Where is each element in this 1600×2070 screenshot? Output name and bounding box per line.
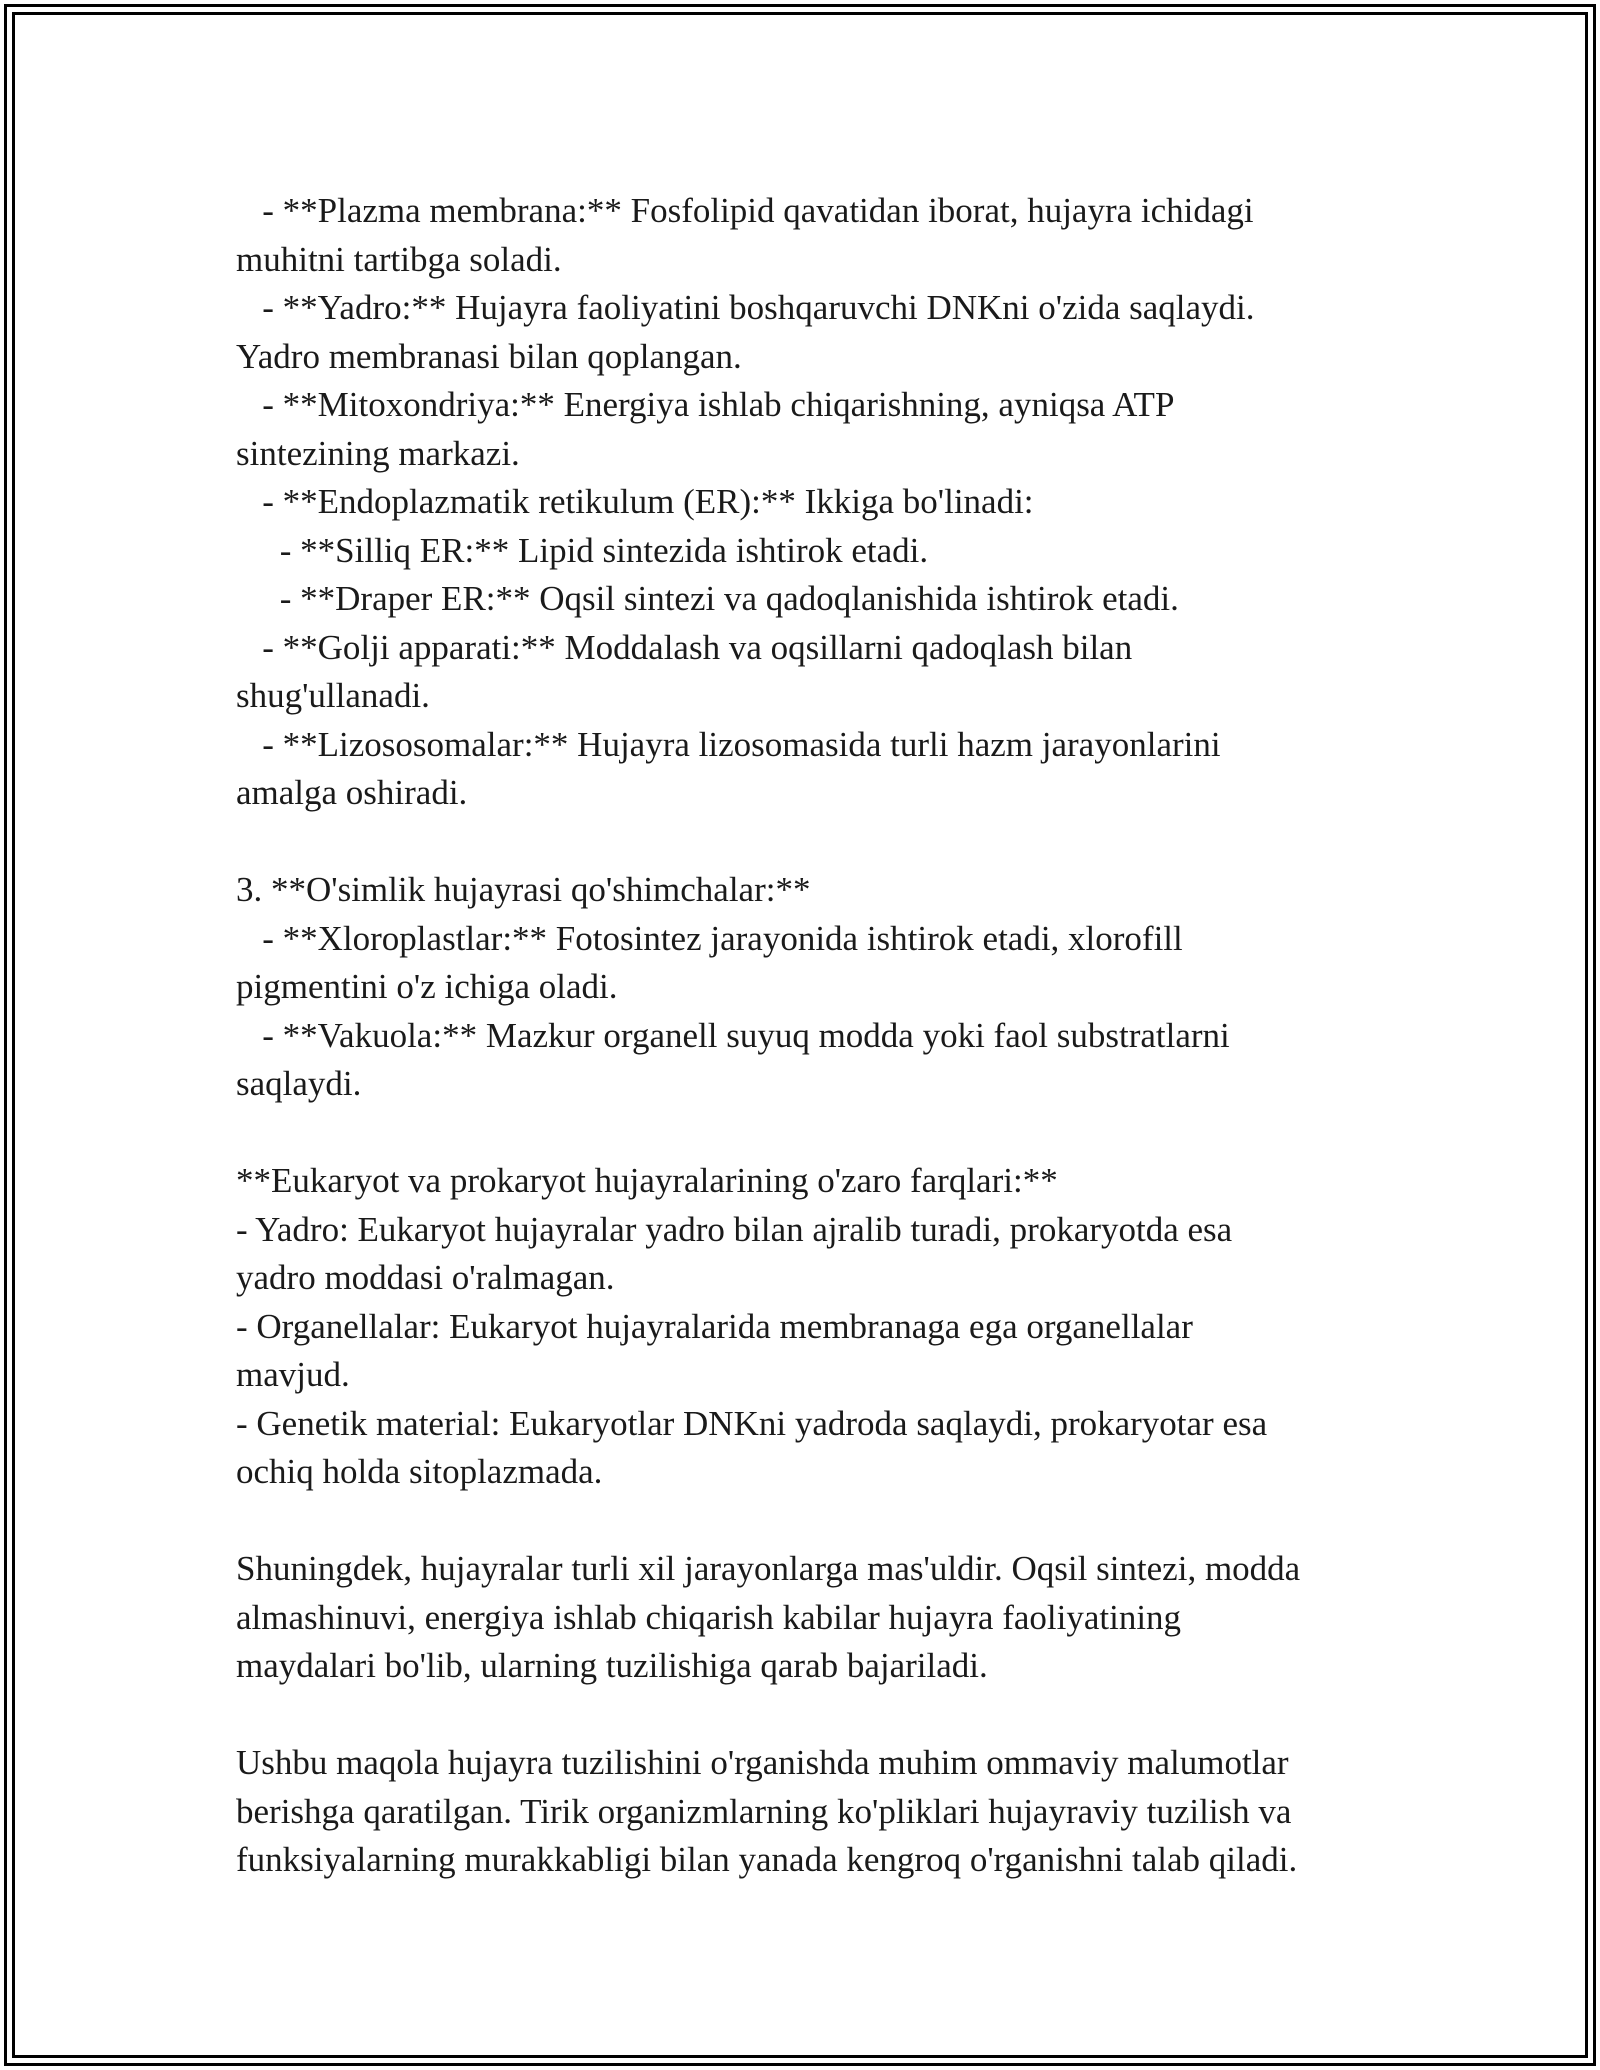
text-line: almashinuvi, energiya ishlab chiqarish kabilar hujayra faoliyatining — [236, 1597, 1182, 1637]
text-line: - **Silliq ER:** Lipid sintezida ishtirok etadi. — [236, 530, 929, 570]
text-line: maydalari bo'lib, ularning tuzilishiga qarab bajariladi. — [236, 1646, 988, 1685]
text-line: - Yadro: Eukaryot hujayralar yadro bilan ajralib turadi, prokaryotda esa — [236, 1209, 1233, 1249]
text-line: mavjud. — [236, 1355, 350, 1394]
text-line: **Eukaryot va prokaryot hujayralarining o'zaro farqlari:** — [236, 1161, 1058, 1200]
text-line: shug'ullanadi. — [236, 676, 430, 715]
text-line: berishga qaratilgan. Tirik organizmlarning ko'pliklari hujayraviy tuzilish va — [236, 1791, 1292, 1831]
text-line: - **Yadro:** Hujayra faoliyatini boshqaruvchi DNKni o'zida saqlaydi. — [236, 288, 1255, 327]
text-line: funksiyalarning murakkabligi bilan yanada kengroq o'rganishni talab qiladi. — [236, 1840, 1298, 1879]
text-line: - Genetik material: Eukaryotlar DNKni yadroda saqlaydi, prokaryotar esa — [236, 1403, 1268, 1443]
text-line: Ushbu maqola hujayra tuzilishini o'rganishda muhim ommaviy malumotlar — [236, 1743, 1289, 1782]
text-line: - **Mitoxondriya:** Energiya ishlab chiqarishning, ayniqsa ATP — [236, 385, 1175, 424]
text-line: - **Plazma membrana:** Fosfolipid qavatidan iborat, hujayra ichidagi — [236, 191, 1254, 230]
text-line: - **Lizososomalar:** Hujayra lizosomasida turli hazm jarayonlarini — [236, 724, 1221, 764]
document-body — [236, 187, 1386, 1885]
text-line: - **Xloroplastlar:** Fotosintez jarayonida ishtirok etadi, xlorofill — [236, 918, 1183, 958]
text-line: amalga oshiradi. — [236, 773, 468, 812]
text-line: yadro moddasi o'ralmagan. — [236, 1258, 615, 1297]
text-line: Shuningdek, hujayralar turli xil jarayonlarga mas'uldir. Oqsil sintezi, modda — [236, 1549, 1301, 1588]
text-line: ochiq holda sitoplazmada. — [236, 1452, 603, 1491]
text-line: - Organellalar: Eukaryot hujayralarida membranaga ega organellalar — [236, 1306, 1193, 1346]
text-line: - **Draper ER:** Oqsil sintezi va qadoqlanishida ishtirok etadi. — [236, 579, 1179, 618]
text-line: pigmentini o'z ichiga oladi. — [236, 967, 618, 1006]
text-line: 3. **O'simlik hujayrasi qo'shimchalar:** — [236, 870, 811, 909]
blank-line — [236, 1497, 1386, 1546]
blank-line — [236, 1109, 1386, 1158]
text-line: Yadro membranasi bilan qoplangan. — [236, 336, 742, 376]
text-line: - **Golji apparati:** Moddalash va oqsillarni qadoqlash bilan — [236, 627, 1133, 667]
text-line: saqlaydi. — [236, 1064, 362, 1103]
blank-line — [236, 1691, 1386, 1740]
text-line: muhitni tartibga soladi. — [236, 239, 562, 279]
text-line: - **Vakuola:** Mazkur organell suyuq modda yoki faol substratlarni — [236, 1015, 1230, 1055]
blank-line — [236, 818, 1386, 867]
text-line: sintezining markazi. — [236, 433, 520, 473]
text-line: - **Endoplazmatik retikulum (ER):** Ikkiga bo'linadi: — [236, 482, 1034, 521]
